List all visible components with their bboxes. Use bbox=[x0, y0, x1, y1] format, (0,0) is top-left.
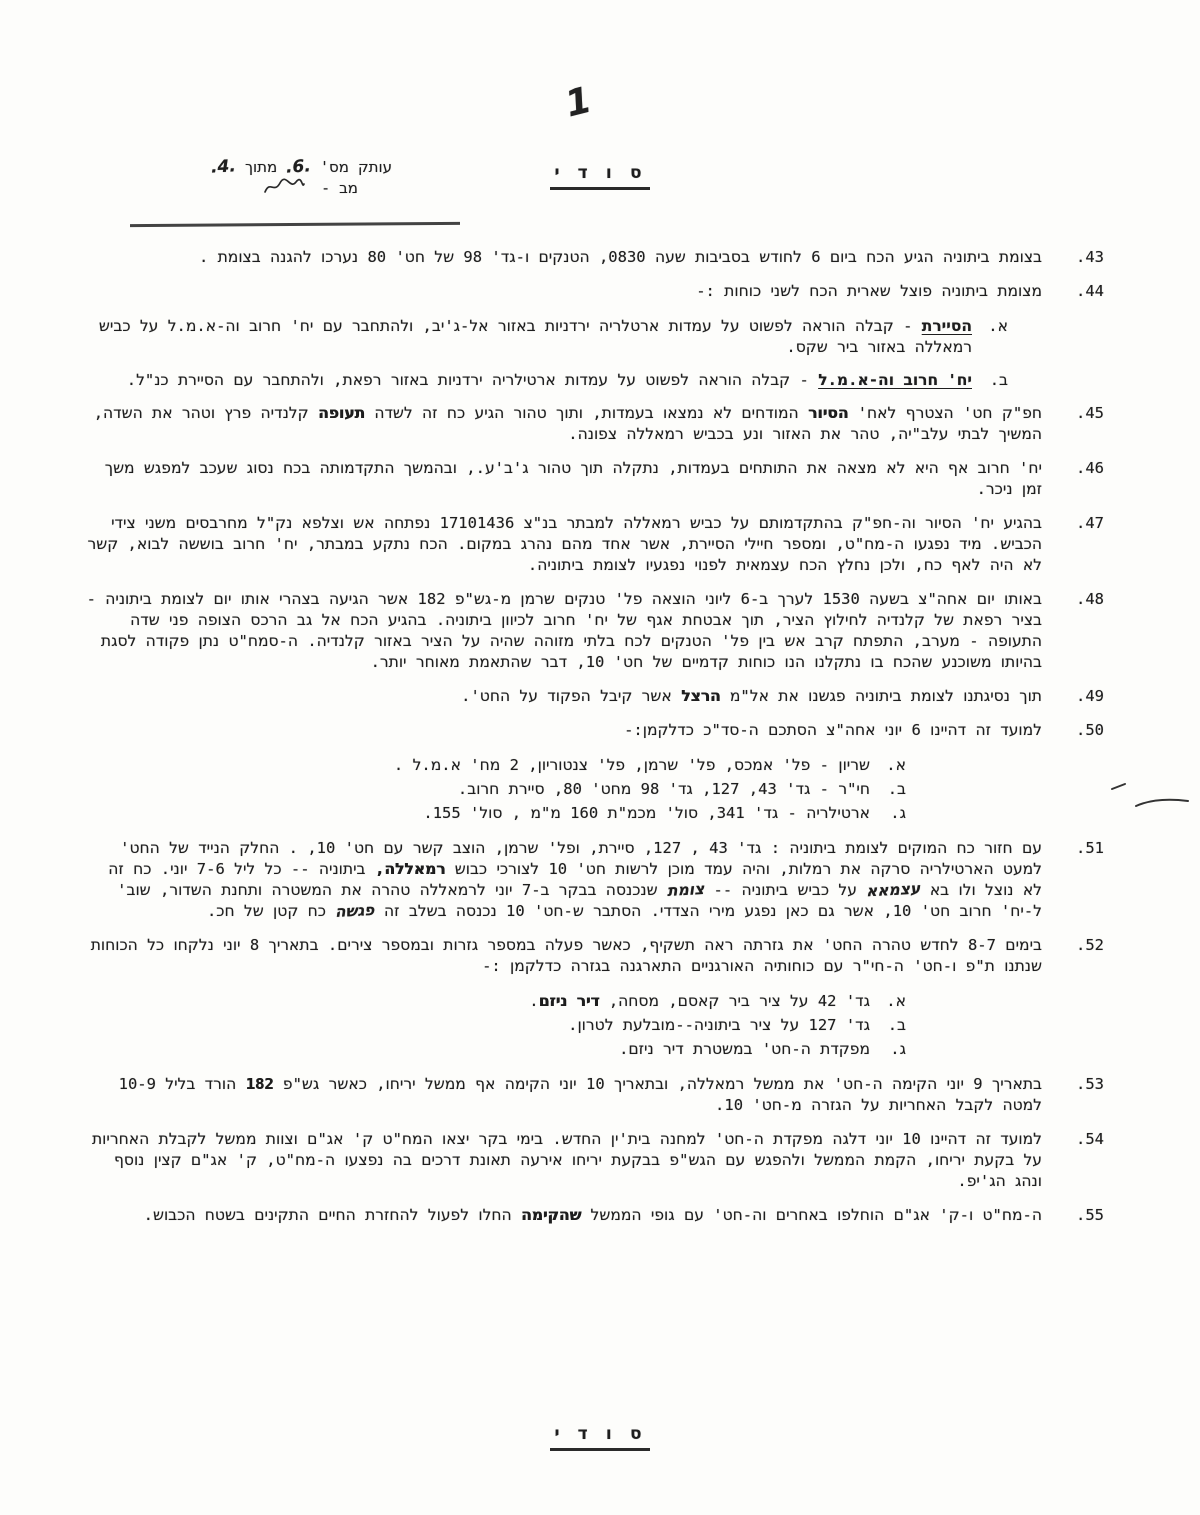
paragraph-44 bbox=[86, 281, 1104, 302]
paragraph-text: תוך נסיגתנו לצומת ביתוניה פגשנו את אל"מ הרצל אשר קיבל הפקוד על החט'. bbox=[461, 687, 1042, 705]
handwritten-copy-total: .4. bbox=[210, 156, 237, 178]
paragraph-text: חפ"ק חט' הצטרף לאח' הסיור המודחים לא נמצאו בעמדות, ותוך טהור הגיע כח זה לשדה תעופה קלנדיה פרץ וטהר את השדה, המשיך לבתי עלב"יה, טהר את האזור ונע בכביש רמאללה צפונה. bbox=[93, 404, 1042, 443]
paragraph-number: 48. bbox=[1075, 590, 1104, 608]
paragraph-45 bbox=[86, 403, 1104, 445]
paragraph-43 bbox=[86, 247, 1104, 268]
paragraph-number: 53. bbox=[1075, 1075, 1104, 1093]
subitem-50b bbox=[86, 779, 906, 800]
subitem-letter: א. bbox=[886, 992, 906, 1010]
paragraph-text: יח' חרוב אף היא לא מצאה את התותחים בעמדות, נתקלה תוך טהור ג'ב'ע., ובהמשך התקדמותה בכח נסוג שעכב למפגש משך זמן ניכר. bbox=[104, 459, 1042, 498]
paragraph-text: באותו יום אחה"צ בשעה 1530 לערך ב-6 ליוני הוצאה פל' טנקים שרמן מ-גש"פ 182 אשר הגיעה בצהרי אותו יום לצומת ביתוניה - בציר רפאת של קלנדיה לחילוץ הציר, תוך אבטחת אגף של יח' חרוב לכיוון ביתוניה. בהגיע הכח אל גב הרכס הצופה פני שדה התעופה - מערב, התפתח קרב אש בין פל' הטנקים לכח בלתי מזוהה שהיה על הציר באזור קלנדיה. ה-סמח"ט נתן פקודה לסגת בהיותו משוכנע שהכח בו נתקלנו הנו כוחות קדמיים של חט' 10, דבר שהתאמת מאוחר יותר. bbox=[86, 590, 1042, 671]
paragraph-text: למועד זה דהיינו 6 יוני אחה"צ הסתכם ה-סד"כ כדלקמן:- bbox=[624, 721, 1042, 739]
subitem-text bbox=[86, 370, 972, 391]
paragraph-number: 54. bbox=[1075, 1130, 1104, 1148]
document-body bbox=[0, 247, 1200, 1239]
paragraph-53 bbox=[86, 1074, 1104, 1116]
subitem-52c bbox=[86, 1039, 906, 1060]
classification-footer bbox=[0, 1424, 1200, 1451]
handwritten-copy-number: .6. bbox=[285, 156, 312, 178]
paragraph-text: ה-מח"ט ו-ק' אג"ם הוחלפו באחרים וה-חט' עם גופי הממשל שהקימה החלו לפעול להחזרת החיים התקינים בשטח הכבוש. bbox=[143, 1206, 1042, 1224]
subitem-body: - קבלה הוראה לפשוט על עמדות ארטילריה ירדניות באזור רפאת, ולהתחבר עם הסיירת כנ"ל. bbox=[126, 371, 819, 389]
classification-text-top: ס ו ד י bbox=[550, 163, 649, 190]
paragraph-number: 55. bbox=[1075, 1206, 1104, 1224]
subitem-44a bbox=[86, 316, 1008, 358]
header-underline bbox=[130, 222, 460, 227]
paragraph-number: 47. bbox=[1075, 514, 1104, 532]
paragraph-44-subitems bbox=[86, 316, 1104, 391]
copy-label: עותק מס' bbox=[320, 158, 392, 176]
copy-of-label: מתוך bbox=[244, 158, 278, 176]
copy-number-block bbox=[142, 157, 392, 198]
paragraph-number: 50. bbox=[1075, 721, 1104, 739]
paragraph-52-subitems bbox=[86, 991, 1104, 1060]
distribution-label: מב bbox=[339, 179, 358, 197]
paragraph-48 bbox=[86, 589, 1104, 673]
subitem-44b bbox=[86, 370, 1008, 391]
distribution-dash: - bbox=[321, 179, 331, 197]
handwritten-page-number: 1 bbox=[561, 79, 596, 126]
paragraph-text: בצומת ביתוניה הגיע הכח ביום 6 לחודש בסביבות שעה 0830, הטנקים ו-גד' 98 של חט' 80 נערכו להגנה בצומת . bbox=[198, 248, 1042, 266]
subitem-letter: א. bbox=[988, 317, 1008, 335]
paragraph-text: בימים 8-7 לחדש טהרה החט' את גזרתה ראה תשקיף, כאשר פעלה במספר גזרות ובמספר צירים. בתאריך 8 יוני נלקחו כל הכוחות שנתנו ת"פ ו-חט' ה-חי"ר עם כוחותיה האורגניים התארגנה בגזרה כדלקמן :- bbox=[90, 936, 1042, 975]
paragraph-46 bbox=[86, 458, 1104, 500]
classification-text-bottom: ס ו ד י bbox=[550, 1424, 649, 1451]
paragraph-number: 45. bbox=[1075, 404, 1104, 422]
paragraph-54 bbox=[86, 1129, 1104, 1192]
subitem-text: מפקדת ה-חט' במשטרת דיר ניזם. bbox=[619, 1040, 870, 1058]
subitem-letter: ב. bbox=[887, 1016, 906, 1034]
subitem-letter: ב. bbox=[887, 780, 906, 798]
paragraph-text: למועד זה דהיינו 10 יוני דלגה מפקדת ה-חט' למחנה בית'ין החדש. בימי בקר יצאו המח"ט ק' אג"ם וצוות ממשל לקבלת האחריות על בקעת יריחו, הקמת הממשל ולהפגש עם הגש"פ בבקעת יריחו אירעה תאונת דרכים בה נפצעו ה-מח"ט, ק' אג"ם קצין נוסף ונהג הג'יפ. bbox=[91, 1130, 1042, 1190]
subitem-text: גד' 42 על ציר ביר קאסם, מסחה, דיר ניזם. bbox=[529, 992, 870, 1010]
paragraph-50 bbox=[86, 720, 1104, 741]
paragraph-number: 46. bbox=[1075, 459, 1104, 477]
subitem-letter: ב. bbox=[989, 371, 1008, 389]
paragraph-number: 43. bbox=[1075, 248, 1104, 266]
subitem-text: ארטילריה - גד' 341, סול' מכמ"ת 160 מ"מ , סול' 155. bbox=[423, 804, 870, 822]
subitem-lead-underlined: הסיירת bbox=[921, 317, 972, 335]
subitem-52b bbox=[86, 1015, 906, 1036]
paragraph-50-subitems bbox=[86, 755, 1104, 824]
subitem-lead-underlined: יח' חרוב וה-א.מ.ל bbox=[818, 371, 972, 389]
handwritten-scribble bbox=[262, 177, 306, 197]
subitem-letter: ג. bbox=[890, 804, 906, 822]
subitem-letter: ג. bbox=[890, 1040, 906, 1058]
paragraph-55 bbox=[86, 1205, 1104, 1226]
paragraph-47 bbox=[86, 513, 1104, 576]
paragraph-text: בתאריך 9 יוני הקימה ה-חט' את ממשל רמאללה, ובתאריך 10 יוני הקימה אף ממשל יריחו, כאשר גש"פ 182 הורד בליל 10-9 למטה לקבל האחריות על הגזרה מ-חט' 10. bbox=[118, 1075, 1042, 1114]
subitem-52a bbox=[86, 991, 906, 1012]
subitem-text: שריון - פל' אמכס, פל' שרמן, פל' צנטוריון, 2 מח' א.מ.ל . bbox=[393, 756, 870, 774]
subitem-text bbox=[86, 316, 972, 358]
subitem-50a bbox=[86, 755, 906, 776]
subitem-letter: א. bbox=[886, 756, 906, 774]
subitem-text: חי"ר - גד' 43, 127, גד' 98 מחט' 80, סיירת חרוב. bbox=[457, 780, 870, 798]
paragraph-text: עם חזור כח המוקים לצומת ביתוניה : גד' 43 , 127, סיירת, ופל' שרמן, הוצב קשר עם חט' 10, . החלק הנייד של החט' למעט הארטילריה סרקה את רמלות, והיה עמד מוכן לרשות חט' 10 לצורכי כבוש רמאללה, ביתוניה -- כל ליל 7-6 יוני. כח זה לא נוצל ולו בא עצמאא על כביש ביתוניה -- צומת שנכנסה בבקר ב-7 יוני לרמאללה טהרה את המשטרה ותחנת השדור, שוב' ל-יח' חרוב חט' 10, אשר גם כאן נפגע מירי הצדדי. הסתבר ש-חט' 10 נכנסה בשלב זה פגשה כח קטן של חכ. bbox=[108, 839, 1042, 922]
paragraph-number: 52. bbox=[1075, 936, 1104, 954]
paragraph-number: 51. bbox=[1075, 839, 1104, 857]
paragraph-49 bbox=[86, 686, 1104, 707]
subitem-50c bbox=[86, 803, 906, 824]
paragraph-number: 44. bbox=[1075, 282, 1104, 300]
paragraph-text: בהגיע יח' הסיור וה-חפ"ק בהתקדמותם על כביש רמאללה למבתר בנ"צ 17101436 נפתחה אש וצלפא נק"ל מחרבסים משני צידי הכביש. מיד נפגעו ה-מח"ט, ומספר חיילי הסיירת, אשר אחד מהם נהרג במקום. הכח נתקע במבתר, יח' חרוב בוששה לבוא, קשר לא היה לאף כח, ולכן נחלץ הכח עצמאית לפנוי נפגעיו לצומת ביתוניה. bbox=[87, 514, 1042, 574]
paragraph-52 bbox=[86, 935, 1104, 977]
subitem-body: - קבלה הוראה לפשוט על עמדות ארטלריה ירדניות באזור אל-ג'יב, ולהתחבר עם יח' חרוב וה-א.מ.ל על כביש רמאללה באזור ביר שקס. bbox=[98, 317, 972, 356]
paragraph-51 bbox=[86, 838, 1104, 922]
subitem-text: גד' 127 על ציר ביתוניה--מובלעת לטרון. bbox=[568, 1016, 870, 1034]
paragraph-number: 49. bbox=[1075, 687, 1104, 705]
paragraph-text: מצומת ביתוניה פוצל שארית הכח לשני כוחות :- bbox=[696, 282, 1042, 300]
